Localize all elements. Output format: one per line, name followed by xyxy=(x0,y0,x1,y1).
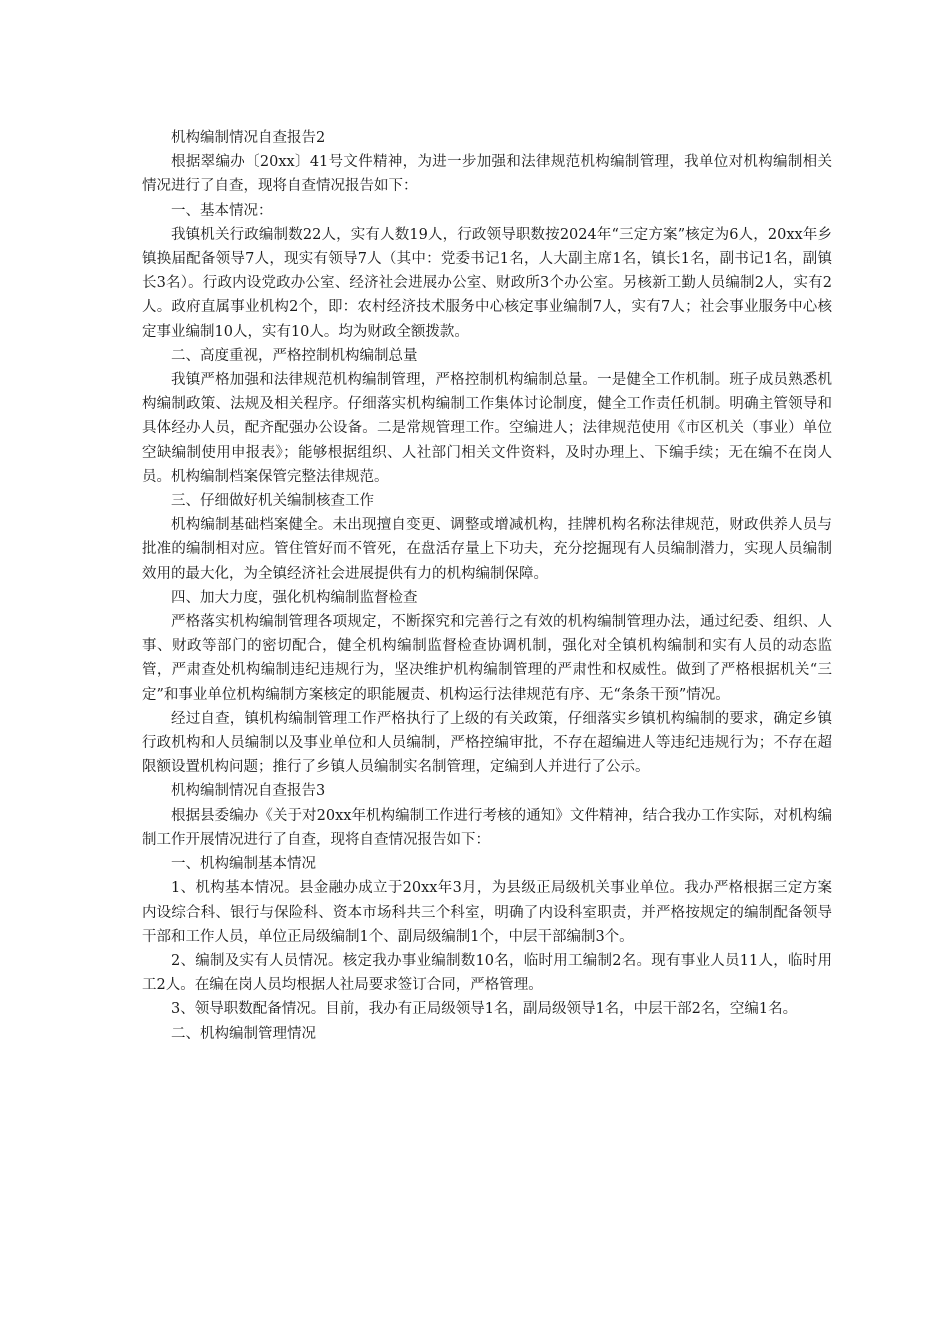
section-heading: 三、仔细做好机关编制核查工作 xyxy=(171,493,374,510)
body-paragraph: 我镇严格加强和法律规范机构编制管理，严格控制机构编制总量。一是健全工作机制。班子成员熟悉机构编制政策、法规及相关程序。仔细落实机构编制工作集体讨论制度，健全工作责任机制。明确主管领导和具体经办人员，配齐配强办公设备。二是常规管理工作。空编进人；法律规范使用《市区机关（事业）单位空缺编制使用申报表》；能够根据组织、人社部门相关文件资料，及时办理上、下编手续；无在编不在岗人员。机构编制档案保管完整法律规范。 xyxy=(142,372,832,485)
section-heading: 四、加大力度，强化机构编制监督检查 xyxy=(171,589,418,606)
document-body xyxy=(142,126,832,1046)
body-paragraph: 机构编制基础档案健全。未出现擅自变更、调整或增减机构，挂牌机构名称法律规范，财政供养人员与批准的编制相对应。管住管好而不管死，在盘活存量上下功夫，充分挖掘现有人员编制潜力，实现人员编制效用的最大化，为全镇经济社会进展提供有力的机构编制保障。 xyxy=(142,517,832,582)
report-2-intro: 根据翠编办〔20xx〕41号文件精神，为进一步加强和法律规范机构编制管理，我单位对机构编制相关情况进行了自查，现将自查情况报告如下： xyxy=(142,154,832,195)
body-paragraph: 严格落实机构编制管理各项规定，不断探究和完善行之有效的机构编制管理办法，通过纪委、组织、人事、财政等部门的密切配合，健全机构编制监督检查协调机制，强化对全镇机构编制和实有人员的动态监管，严肃查处机构编制违纪违规行为，坚决维护机构编制管理的严肃性和权威性。做到了严格根据机关“三定”和事业单位机构编制方案核定的职能履责、机构运行法律规范有序、无“条条干预”情况。 xyxy=(142,614,832,703)
section-heading: 二、机构编制管理情况 xyxy=(171,1025,316,1042)
body-paragraph: 2、编制及实有人员情况。核定我办事业编制数10名，临时用工编制2名。现有事业人员11人，临时用工2人。在编在岗人员均根据人社局要求签订合同，严格管理。 xyxy=(142,952,832,994)
section-heading: 一、基本情况： xyxy=(171,202,273,219)
report-2-title: 机构编制情况自查报告2 xyxy=(171,130,326,146)
section-heading: 一、机构编制基本情况 xyxy=(171,856,316,873)
body-paragraph: 1、机构基本情况。县金融办成立于20xx年3月，为县级正局级机关事业单位。我办严格根据三定方案内设综合科、银行与保险科、资本市场科共三个科室，明确了内设科室职责，并严格按规定的编制配备领导干部和工作人员，单位正局级编制1个、副局级编制1个，中层干部编制3个。 xyxy=(142,880,832,945)
report-3-intro: 根据县委编办《关于对20xx年机构编制工作进行考核的通知》文件精神，结合我办工作实际，对机构编制工作开展情况进行了自查，现将自查情况报告如下： xyxy=(142,807,832,848)
conclusion-paragraph: 经过自查，镇机构编制管理工作严格执行了上级的有关政策，仔细落实乡镇机构编制的要求，确定乡镇行政机构和人员编制以及事业单位和人员编制，严格控编审批，不存在超编进人等违纪违规行为；不存在超限额设置机构问题；推行了乡镇人员编制实名制管理，定编到人并进行了公示。 xyxy=(142,710,832,776)
report-3-title: 机构编制情况自查报告3 xyxy=(171,783,326,800)
body-paragraph: 我镇机关行政编制数22人，实有人数19人，行政领导职数按2024年“三定方案”核定为6人，20xx年乡镇换届配备领导7人，现实有领导7人（其中：党委书记1名，人大副主席1名，镇长1名，副书记1名，副镇长3名）。行政内设党政办公室、经济社会进展办公室、财政所3个办公室。另核新工勤人员编制2人，实有2人。政府直属事业机构2个，即：农村经济技术服务中心核定事业编制7人，实有7人；社会事业服务中心核定事业编制10人，实有10人。均为财政全额拨款。 xyxy=(142,226,832,340)
body-paragraph: 3、领导职数配备情况。目前，我办有正局级领导1名，副局级领导1名，中层干部2名，空编1名。 xyxy=(171,1001,798,1018)
section-heading: 二、高度重视，严格控制机构编制总量 xyxy=(171,347,418,364)
